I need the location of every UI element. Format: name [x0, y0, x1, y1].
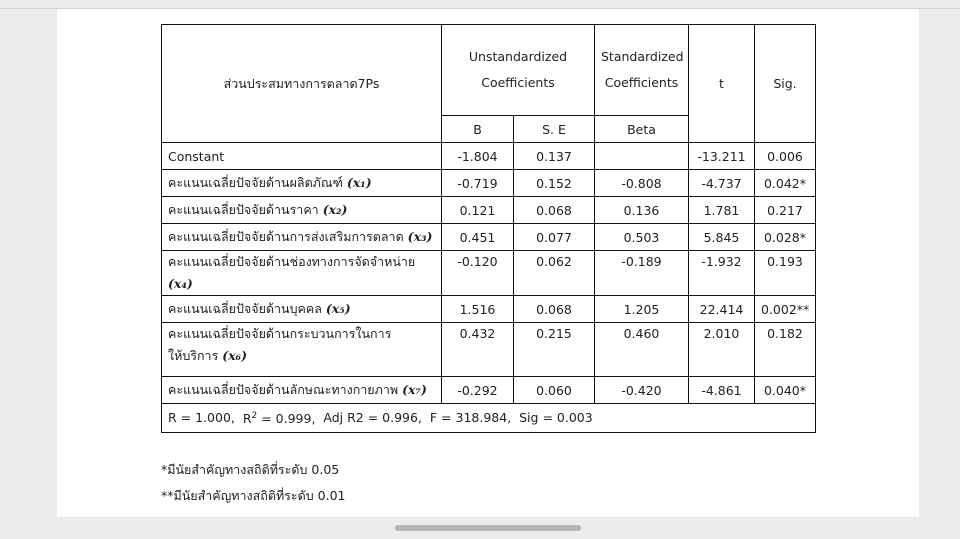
cell-se: 0.077: [514, 224, 595, 251]
cell-sig: 0.002**: [755, 296, 816, 323]
variable-x6: (x₆): [222, 348, 248, 363]
table-row-x5: [162, 296, 816, 323]
row-label: คะแนนเฉลี่ยปัจจัยด้านบุคคล (x₅): [162, 296, 442, 323]
header-beta: Beta: [595, 116, 689, 143]
cell-b: -0.292: [442, 377, 514, 404]
model-summary-row: [162, 404, 816, 433]
cell-t: -4.737: [689, 170, 755, 197]
cell-se: 0.062: [514, 251, 595, 296]
cell-se: 0.060: [514, 377, 595, 404]
cell-b: 0.451: [442, 224, 514, 251]
row-label: คะแนนเฉลี่ยปัจจัยด้านช่องทางการจัดจำหน่าย (x₄): [162, 251, 442, 296]
cell-t: 5.845: [689, 224, 755, 251]
header-unstandardized-line1: Unstandardized: [468, 49, 568, 64]
variable-x1: (x₁): [346, 175, 372, 190]
cell-se: 0.068: [514, 197, 595, 224]
cell-sig: 0.028*: [755, 224, 816, 251]
cell-beta: 0.503: [595, 224, 689, 251]
cell-t: 22.414: [689, 296, 755, 323]
cell-beta: [595, 143, 689, 170]
summary-sig: Sig = 0.003: [519, 410, 593, 426]
document-page: [57, 9, 919, 517]
table-row-x7: [162, 377, 816, 404]
summary-f: F = 318.984,: [429, 410, 512, 426]
cell-se: 0.152: [514, 170, 595, 197]
header-t: t: [689, 25, 755, 143]
table-row-constant: [162, 143, 816, 170]
cell-t: -4.861: [689, 377, 755, 404]
cell-b: 0.432: [442, 323, 514, 377]
cell-t: 2.010: [689, 323, 755, 377]
row-label: คะแนนเฉลี่ยปัจจัยด้านการส่งเสริมการตลาด (x₃): [162, 224, 442, 251]
variable-x3: (x₃): [407, 229, 433, 244]
cell-sig: 0.040*: [755, 377, 816, 404]
variable-x7: (x₇): [402, 382, 427, 397]
cell-se: 0.137: [514, 143, 595, 170]
header-unstandardized-line2: Coefficients: [481, 75, 555, 90]
cell-t: -13.211: [689, 143, 755, 170]
header-unstandardized: [442, 25, 595, 116]
model-summary: [162, 404, 816, 433]
significance-note-01: **มีนัยสำคัญทางสถิติที่ระดับ 0.01: [161, 488, 346, 503]
header-sig: Sig.: [755, 25, 816, 143]
cell-se: 0.215: [514, 323, 595, 377]
horizontal-scrollbar[interactable]: [395, 525, 581, 531]
row-label: คะแนนเฉลี่ยปัจจัยด้านผลิตภัณฑ์ (x₁): [162, 170, 442, 197]
table-row-x2: [162, 197, 816, 224]
cell-b: 0.121: [442, 197, 514, 224]
header-b: B: [442, 116, 514, 143]
table-row-x6: [162, 323, 816, 377]
cell-beta: -0.189: [595, 251, 689, 296]
table-row-x3: [162, 224, 816, 251]
header-standardized-line2: Coefficients: [604, 75, 679, 90]
cell-beta: 0.460: [595, 323, 689, 377]
cell-beta: -0.420: [595, 377, 689, 404]
header-variable: ส่วนประสมทางการตลาด7Ps: [162, 25, 442, 143]
cell-beta: -0.808: [595, 170, 689, 197]
cell-sig: 0.006: [755, 143, 816, 170]
header-standardized: [595, 25, 689, 116]
cell-beta: 1.205: [595, 296, 689, 323]
cell-b: -1.804: [442, 143, 514, 170]
cell-b: 1.516: [442, 296, 514, 323]
summary-r2: $R^2 = 0.999$,: [242, 410, 316, 426]
row-label: Constant: [162, 143, 442, 170]
row-label: คะแนนเฉลี่ยปัจจัยด้านลักษณะทางกายภาพ (x₇): [162, 377, 442, 404]
variable-x2: (x₂): [322, 202, 348, 217]
cell-t: 1.781: [689, 197, 755, 224]
significance-note-05: *มีนัยสำคัญทางสถิติที่ระดับ 0.05: [161, 462, 340, 477]
cell-b: -0.120: [442, 251, 514, 296]
table-row-x1: [162, 170, 816, 197]
header-se: S. E: [514, 116, 595, 143]
cell-t: -1.932: [689, 251, 755, 296]
row-label: คะแนนเฉลี่ยปัจจัยด้านกระบวนการในการ ให้บริการ (x₆): [162, 323, 442, 377]
header-row-top: [162, 25, 816, 116]
cell-sig: 0.193: [755, 251, 816, 296]
header-standardized-line1: Standardized: [601, 49, 684, 64]
cell-sig: 0.217: [755, 197, 816, 224]
variable-x4: (x₄): [168, 276, 193, 291]
cell-se: 0.068: [514, 296, 595, 323]
cell-beta: 0.136: [595, 197, 689, 224]
variable-x5: (x₅): [325, 301, 351, 316]
cell-sig: 0.182: [755, 323, 816, 377]
row-label: คะแนนเฉลี่ยปัจจัยด้านราคา (x₂): [162, 197, 442, 224]
cell-sig: 0.042*: [755, 170, 816, 197]
summary-r: R = 1.000,: [168, 410, 235, 426]
summary-adj-r2: Adj R2 = 0.996,: [323, 410, 422, 426]
table-row-x4: [162, 251, 816, 296]
regression-table: [161, 24, 816, 433]
cell-b: -0.719: [442, 170, 514, 197]
